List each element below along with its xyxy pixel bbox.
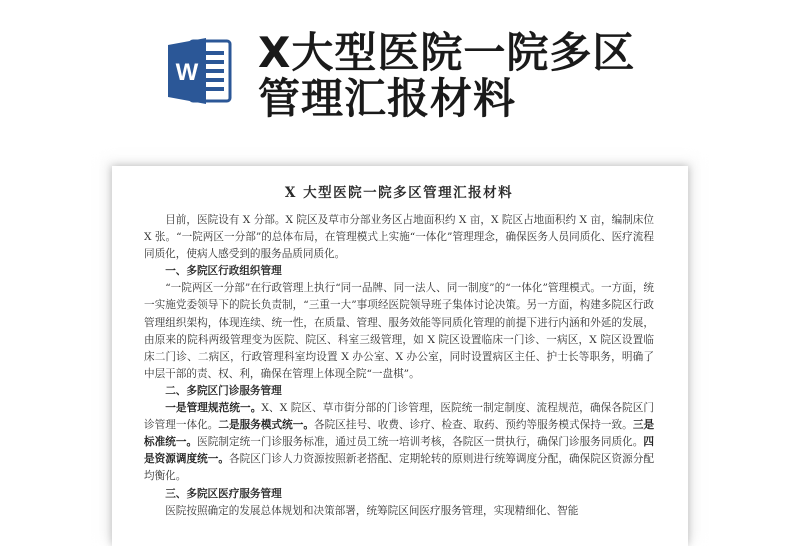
cover-title	[258, 30, 778, 122]
section1-paragraph: “一院两区一分部”在行政管理上执行“同一品牌、同一法人、同一制度”的“一体化”管理模式。一方面，统一实施党委领导下的院长负责制，“三重一大”事项经医院领导班子集体讨论决策。另一方面，构建多院区行政管理组织架构，体现连续、统一性，在质量、管理、服务效能等同质化管理的前提下进行内涵和外延的发展，由原来的院科两级管理变为医院、院区、科室三级管理，如 X 院区设置临床一门诊、一病区，X 院区设置临床二门诊、二病区，行政管理科室均设置 X 办公室、X 办公室，同时设置病区主任、护士长等职务，明确了中层干部的责、权、利，确保在管理上体现全院“一盘棋”。	[144, 282, 654, 380]
section2-point4-lead: 四是资源调度统一。	[144, 436, 655, 466]
document-body	[144, 184, 654, 520]
section2-point3-lead: 三是标准统一。	[144, 419, 655, 449]
document-page	[112, 166, 688, 546]
word-icon-graphic	[168, 35, 232, 107]
section2-heading: 二、多院区门诊服务管理	[165, 384, 282, 397]
document-title: X 大型医院一院多区管理汇报材料	[284, 185, 514, 201]
section2-point1-text: X、X 院区、草市街分部的门诊管理，医院统一制定制度、流程规范，确保各院区门诊管理一体化。	[144, 402, 655, 432]
cover-header	[0, 0, 800, 160]
section2-point4-text: 各院区门诊人力资源按照新老搭配、定期轮转的原则进行统筹调度分配，确保院区资源分配均衡化。	[144, 453, 655, 483]
intro-paragraph: 目前，医院设有 X 分部。X 院区及草市分部业务区占地面积约 X 亩，X 院区占地面积约 X 亩，编制床位 X 张。“一院两区一分部”的总体布局，在管理模式上实施“一体化”管理理念，确保医务人员同质化、医疗流程同质化，使病人感受到的服务品质同质化。	[144, 214, 654, 261]
word-icon	[168, 35, 232, 107]
section2-point2-lead: 二是服务模式统一。	[218, 419, 315, 432]
section2-point3-text: 医院制定统一门诊服务标准，通过员工统一培训考核，各院区一贯执行，确保门诊服务同质化。	[197, 436, 644, 449]
cover-title-line1: X大型医院一院多区	[258, 28, 636, 77]
section3-heading: 三、多院区医疗服务管理	[165, 487, 282, 500]
section1-heading: 一、多院区行政组织管理	[165, 265, 282, 278]
cover-title-line2: 管理汇报材料	[258, 74, 517, 123]
section3-paragraph: 医院按照确定的发展总体规划和决策部署，统筹院区间医疗服务管理，实现精细化、智能	[165, 504, 579, 517]
word-icon-letter: W	[175, 59, 199, 86]
section2-point2-text: 各院区挂号、收费、诊疗、检查、取药、预约等服务模式保持一致。	[314, 419, 633, 432]
section2-paragraph	[144, 400, 654, 485]
section2-point1-lead: 一是管理规范统一。	[165, 402, 262, 415]
